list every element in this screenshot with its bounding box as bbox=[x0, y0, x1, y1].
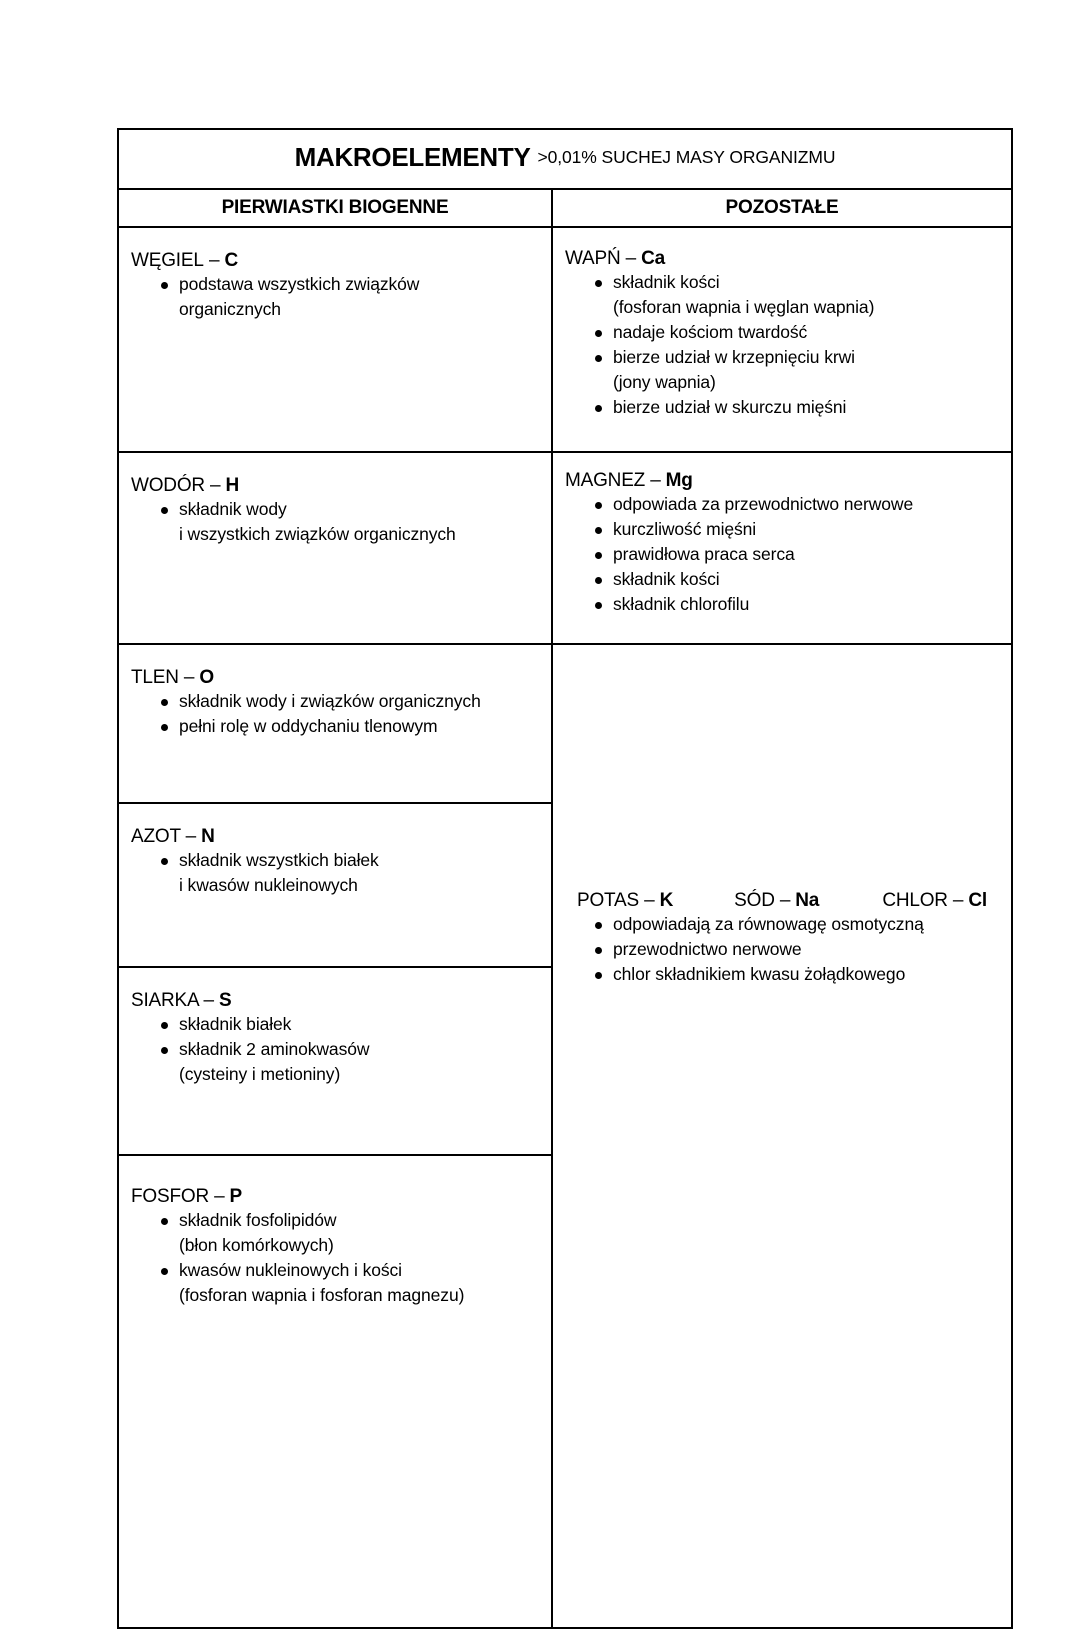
bullet-line-1: podstawa wszystkich związków bbox=[179, 274, 420, 294]
element-symbol: Na bbox=[795, 890, 820, 911]
element-dash: – bbox=[183, 667, 195, 688]
bullet-line-1: chlor składnikiem kwasu żołądkowego bbox=[613, 964, 906, 984]
list-item bbox=[565, 937, 997, 962]
salts-heading-row bbox=[565, 890, 997, 912]
list-item bbox=[565, 567, 997, 592]
element-dash: – bbox=[650, 470, 661, 491]
bullet-list-siarka bbox=[131, 1012, 537, 1087]
element-symbol: C bbox=[224, 250, 238, 271]
list-item bbox=[565, 492, 997, 517]
bullet-line-1: pełni rolę w oddychaniu tlenowym bbox=[179, 716, 438, 736]
element-heading-sod bbox=[734, 890, 882, 912]
bullet-line-2: organicznych bbox=[179, 299, 281, 319]
element-name: SÓD bbox=[734, 890, 775, 911]
element-heading-wegiel bbox=[131, 250, 537, 272]
bullet-line-2: (fosforan wapnia i fosforan magnezu) bbox=[179, 1285, 465, 1305]
bullet-line-1: składnik białek bbox=[179, 1014, 292, 1034]
element-symbol: H bbox=[225, 475, 240, 496]
element-dash: – bbox=[644, 890, 655, 911]
list-item bbox=[565, 345, 997, 395]
bullet-list-magnez bbox=[565, 492, 997, 617]
element-name: AZOT bbox=[131, 826, 181, 847]
element-dash: – bbox=[210, 475, 221, 496]
element-name: MAGNEZ bbox=[565, 470, 646, 491]
element-name: FOSFOR bbox=[131, 1186, 209, 1207]
list-item bbox=[131, 1208, 537, 1258]
bullet-list-wodor bbox=[131, 497, 537, 547]
column-biogenne bbox=[119, 228, 553, 1627]
list-item bbox=[131, 1258, 537, 1308]
bullet-line-2: i wszystkich związków organicznych bbox=[179, 524, 456, 544]
element-symbol: Mg bbox=[665, 470, 693, 491]
element-symbol: Cl bbox=[968, 890, 987, 911]
column-pozostale bbox=[553, 228, 1011, 1627]
list-item bbox=[565, 592, 997, 617]
element-heading-magnez bbox=[565, 470, 997, 492]
page-title: MAKROELEMENTY bbox=[294, 141, 531, 172]
element-name: WODÓR bbox=[131, 475, 205, 496]
table-title-row bbox=[119, 130, 1011, 190]
bullet-list-azot bbox=[131, 848, 537, 898]
element-cell-wapn bbox=[553, 228, 1011, 453]
element-dash: – bbox=[214, 1186, 225, 1207]
bullet-line-1: nadaje kościom twardość bbox=[613, 322, 808, 342]
bullet-line-1: bierze udział w krzepnięciu krwi bbox=[613, 347, 855, 367]
bullet-line-1: odpowiada za przewodnictwo nerwowe bbox=[613, 494, 914, 514]
bullet-list-fosfor bbox=[131, 1208, 537, 1308]
element-heading-tlen bbox=[131, 667, 537, 689]
element-heading-siarka bbox=[131, 990, 537, 1012]
element-cell-wodor bbox=[119, 453, 551, 645]
bullet-line-1: składnik wszystkich białek bbox=[179, 850, 379, 870]
list-item bbox=[131, 848, 537, 898]
bullet-list-tlen bbox=[131, 689, 537, 739]
bullet-line-1: bierze udział w skurczu mięśni bbox=[613, 397, 847, 417]
list-item bbox=[565, 962, 997, 987]
page-subtitle: >0,01% SUCHEJ MASY ORGANIZMU bbox=[537, 146, 836, 167]
bullet-list-wapn bbox=[565, 270, 997, 420]
list-item bbox=[131, 1012, 537, 1037]
element-symbol: Ca bbox=[641, 248, 665, 269]
bullet-line-2: (cysteiny i metioniny) bbox=[179, 1064, 341, 1084]
element-name: WAPŃ bbox=[565, 248, 621, 269]
bullet-line-2: (fosforan wapnia i węglan wapnia) bbox=[613, 297, 875, 317]
bullet-line-1: składnik chlorofilu bbox=[613, 594, 750, 614]
bullet-line-1: prawidłowa praca serca bbox=[613, 544, 795, 564]
column-header-pozostale: POZOSTAŁE bbox=[725, 197, 839, 218]
bullet-line-1: składnik fosfolipidów bbox=[179, 1210, 337, 1230]
macroelements-table bbox=[117, 128, 1013, 1629]
bullet-line-2: (jony wapnia) bbox=[613, 372, 716, 392]
list-item bbox=[131, 272, 537, 322]
element-symbol: K bbox=[659, 890, 674, 911]
bullet-line-1: składnik kości bbox=[613, 569, 720, 589]
element-symbol: P bbox=[229, 1186, 243, 1207]
element-symbol: S bbox=[219, 990, 232, 1011]
element-cell-tlen bbox=[119, 645, 551, 804]
element-symbol: N bbox=[201, 826, 215, 847]
element-name: SIARKA bbox=[131, 990, 199, 1011]
bullet-list-wegiel bbox=[131, 272, 537, 322]
list-item bbox=[131, 689, 537, 714]
list-item bbox=[565, 912, 997, 937]
bullet-list-salts bbox=[565, 912, 997, 987]
element-dash: – bbox=[952, 890, 964, 911]
list-item bbox=[131, 497, 537, 547]
element-name: WĘGIEL bbox=[131, 250, 204, 271]
element-dash: – bbox=[625, 248, 636, 269]
element-dash: – bbox=[209, 250, 220, 271]
element-cell-magnez bbox=[553, 453, 1011, 645]
element-cell-potas-sod-chlor bbox=[553, 890, 1011, 1627]
element-heading-wapn bbox=[565, 248, 997, 270]
bullet-line-1: kwasów nukleinowych i kości bbox=[179, 1260, 402, 1280]
list-item bbox=[131, 1037, 537, 1087]
list-item bbox=[565, 395, 997, 420]
element-symbol: O bbox=[199, 667, 214, 688]
element-name: CHLOR bbox=[882, 890, 948, 911]
column-header-biogenne: PIERWIASTKI BIOGENNE bbox=[119, 190, 553, 226]
list-item bbox=[565, 320, 997, 345]
element-cell-azot bbox=[119, 804, 551, 968]
bullet-line-1: odpowiadają za równowagę osmotyczną bbox=[613, 914, 924, 934]
element-dash: – bbox=[779, 890, 791, 911]
element-cell-siarka bbox=[119, 968, 551, 1156]
bullet-line-1: składnik wody i związków organicznych bbox=[179, 691, 481, 711]
column-header-row bbox=[119, 190, 1011, 228]
table-body bbox=[119, 228, 1011, 1627]
element-dash: – bbox=[185, 826, 196, 847]
bullet-line-1: składnik 2 aminokwasów bbox=[179, 1039, 370, 1059]
bullet-line-1: kurczliwość mięśni bbox=[613, 519, 757, 539]
element-heading-potas bbox=[577, 890, 734, 912]
bullet-line-2: (błon komórkowych) bbox=[179, 1235, 334, 1255]
bullet-line-1: składnik wody bbox=[179, 499, 287, 519]
list-item bbox=[131, 714, 537, 739]
element-cell-fosfor bbox=[119, 1156, 551, 1382]
element-heading-chlor bbox=[882, 890, 987, 912]
list-item bbox=[565, 270, 997, 320]
bullet-line-1: składnik kości bbox=[613, 272, 720, 292]
bullet-line-2: i kwasów nukleinowych bbox=[179, 875, 358, 895]
element-name: POTAS bbox=[577, 890, 639, 911]
list-item bbox=[565, 517, 997, 542]
element-heading-fosfor bbox=[131, 1186, 537, 1208]
element-name: TLEN bbox=[131, 667, 179, 688]
element-heading-wodor bbox=[131, 475, 537, 497]
element-dash: – bbox=[203, 990, 214, 1011]
bullet-line-1: przewodnictwo nerwowe bbox=[613, 939, 802, 959]
element-cell-wegiel bbox=[119, 228, 551, 453]
list-item bbox=[565, 542, 997, 567]
element-heading-azot bbox=[131, 826, 537, 848]
